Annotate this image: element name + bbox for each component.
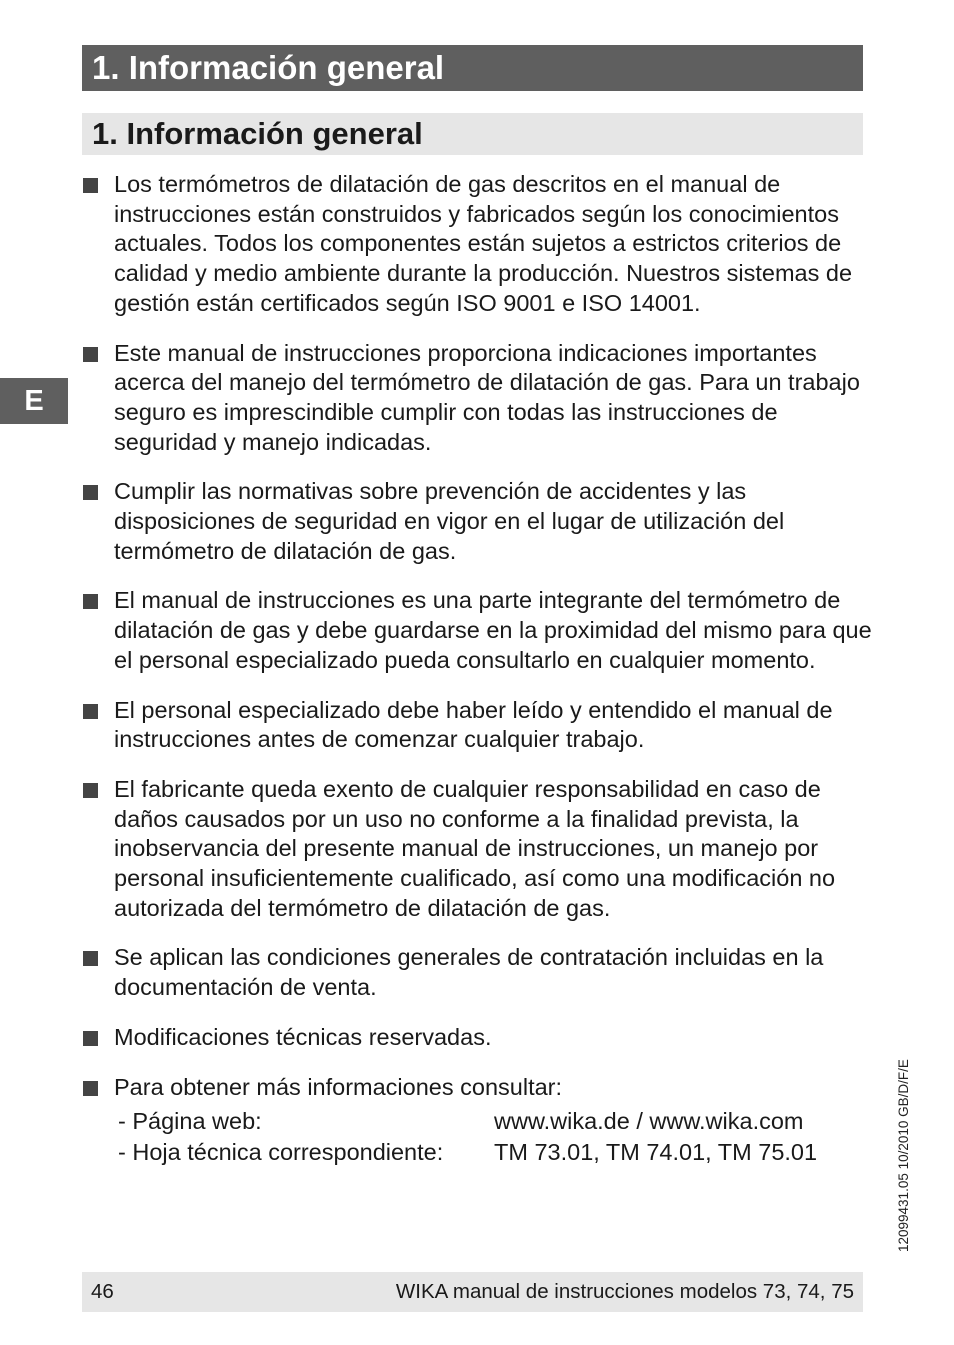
- square-bullet-icon: [83, 347, 98, 362]
- footer-title: WIKA manual de instrucciones modelos 73, 74, 75: [395, 1280, 854, 1303]
- document-code: 12099431.05 10/2010 GB/D/F/E: [896, 1059, 911, 1252]
- list-item-text: Este manual de instrucciones proporciona indicaciones importantes acerca del manejo del termómetro de dilatación de gas. Para un trabajo seguro es imprescindible cumplir con todas las instrucciones de seguridad y manejo indicadas.: [114, 339, 860, 455]
- language-tab: [0, 378, 68, 424]
- square-bullet-icon: [83, 594, 98, 609]
- list-item-text: El personal especializado debe haber leído y entendido el manual de instrucciones antes de comenzar cualquier trabajo.: [114, 696, 833, 753]
- list-item: [82, 1023, 872, 1053]
- list-item: [82, 586, 872, 675]
- square-bullet-icon: [83, 178, 98, 193]
- list-item-text: El manual de instrucciones es una parte integrante del termómetro de dilatación de gas y debe guardarse en la proximidad del mismo para que el personal especializado pueda consultarlo en cualquier momento.: [114, 587, 872, 673]
- list-item: [82, 696, 872, 755]
- list-item: [82, 775, 872, 924]
- list-item: [82, 170, 872, 319]
- square-bullet-icon: [83, 783, 98, 798]
- square-bullet-icon: [83, 1031, 98, 1046]
- section-title: 1. Información general: [92, 116, 423, 151]
- datasheet-row: [118, 1137, 872, 1168]
- list-item-text: Para obtener más informaciones consultar:: [114, 1073, 563, 1100]
- website-row: [118, 1106, 872, 1137]
- language-tab-label: E: [24, 385, 44, 417]
- list-item-text: Modificaciones técnicas reservadas.: [114, 1023, 492, 1050]
- page-footer: [82, 1272, 863, 1312]
- datasheet-value: TM 73.01, TM 74.01, TM 75.01: [494, 1139, 818, 1166]
- list-item-text: El fabricante queda exento de cualquier responsabilidad en caso de daños causados por un uso no conforme a la finalidad prevista, la inobservancia del presente manual de instrucciones, un manejo por personal insuficientemente cualificado, así como una modificación no autorizada del termómetro de dilatación de gas.: [114, 775, 836, 921]
- square-bullet-icon: [83, 951, 98, 966]
- list-item-more-info: [82, 1073, 872, 1169]
- square-bullet-icon: [83, 1081, 98, 1096]
- list-item-text: Se aplican las condiciones generales de contratación incluidas en la documentación de venta.: [114, 944, 824, 1001]
- website-label: - Página web:: [118, 1108, 262, 1135]
- page-number: 46: [91, 1280, 114, 1303]
- chapter-title: 1. Información general: [92, 49, 445, 86]
- square-bullet-icon: [83, 485, 98, 500]
- list-item-text: Los termómetros de dilatación de gas descritos en el manual de instrucciones están construidos y fabricados según los conocimientos actuales. Todos los componentes están sujetos a estrictos criterios de calidad y medio ambiente durante la producción. Nuestros sistemas de gestión están certificados según ISO 9001 e ISO 14001.: [114, 171, 853, 316]
- list-item: [82, 477, 872, 566]
- chapter-title-bar: [82, 45, 863, 91]
- square-bullet-icon: [83, 704, 98, 719]
- datasheet-label: - Hoja técnica correspondiente:: [118, 1139, 444, 1166]
- section-heading: [82, 113, 863, 155]
- reference-links: [114, 1106, 872, 1168]
- list-item: [82, 943, 872, 1002]
- list-item-text: Cumplir las normativas sobre prevención de accidentes y las disposiciones de seguridad en vigor en el lugar de utilización del termómetro de dilatación de gas.: [114, 478, 785, 564]
- website-link[interactable]: www.wika.de / www.wika.com: [494, 1108, 804, 1135]
- bullet-list: [82, 170, 872, 1188]
- list-item: [82, 339, 872, 458]
